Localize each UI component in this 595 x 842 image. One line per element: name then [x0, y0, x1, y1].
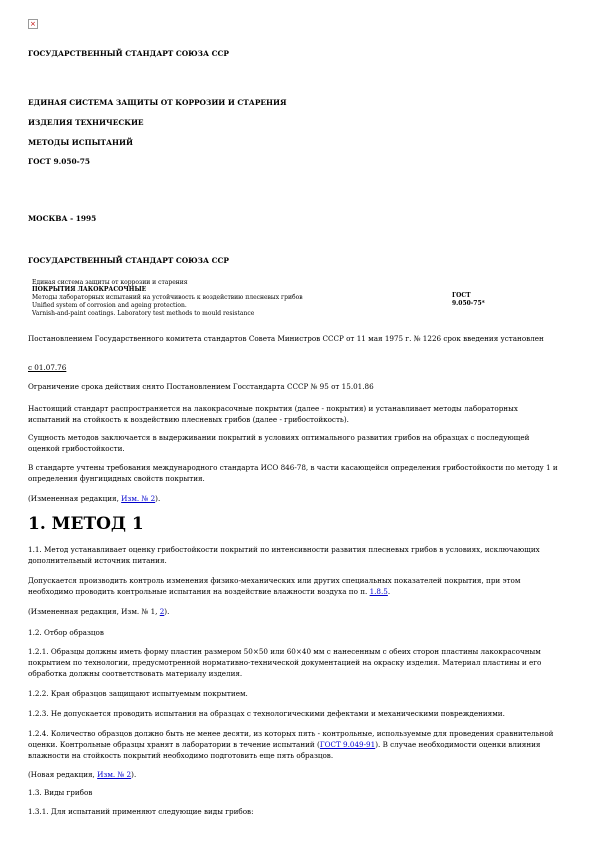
clause-link-1-8-5[interactable]: 1.8.5 [369, 587, 388, 596]
amendment-note-1: (Измененная редакция, Изм. № 2). [28, 494, 161, 503]
methods-heading: МЕТОДЫ ИСПЫТАНИЙ [28, 138, 133, 147]
essence-paragraph: Сущность методов заключается в выдерживании покрытий в условиях оптимального развития грибов на образцах с последующей оценкой грибостойкости. [28, 433, 530, 453]
clause-1-2: 1.2. Отбор образцов [28, 628, 104, 637]
clause-1-1-control: Допускается производить контроль изменения физико-механических или других специальных показателей покрытия, при этом необходимо проводить контрольные испытания на воздействие влажности воздуха по п. 1.8.5. [28, 576, 521, 596]
amendment-link-3[interactable]: Изм. № 2 [97, 770, 132, 779]
section-title: 1. МЕТОД 1 [28, 514, 144, 534]
title-line-5: Varnish-and-paint coatings. Laboratory test methods to mould resistance [32, 310, 255, 317]
state-standard-heading: ГОСУДАРСТВЕННЫЙ СТАНДАРТ СОЮЗА ССР [28, 49, 229, 58]
city-year: МОСКВА - 1995 [28, 214, 97, 223]
broken-image-icon: × [28, 19, 38, 29]
title-line-2: ПОКРЫТИЯ ЛАКОКРАСОЧНЫЕ [32, 286, 147, 293]
amendment-note-3: (Новая редакция, Изм. № 2). [28, 770, 137, 779]
gost-label: ГОСТ [452, 292, 471, 299]
clause-1-2-3: 1.2.3. Не допускается проводить испытания на образцах с технологическими дефектами и механическими повреждениями. [28, 709, 505, 718]
clause-1-3-1: 1.3.1. Для испытаний применяют следующие виды грибов: [28, 807, 254, 816]
state-standard-heading-2: ГОСУДАРСТВЕННЫЙ СТАНДАРТ СОЮЗА ССР [28, 256, 229, 265]
restriction-paragraph: Ограничение срока действия снято Постановлением Госстандарта СССР № 95 от 15.01.86 [28, 382, 374, 391]
clause-1-2-2: 1.2.2. Края образцов защищают испытуемым покрытием. [28, 689, 248, 698]
scope-paragraph: Настоящий стандарт распространяется на лакокрасочные покрытия (далее - покрытия) и устанавливает методы лабораторных испытаний на стойкость к воздействию плесневых грибов (далее - грибостойкость). [28, 404, 518, 424]
clause-1-3: 1.3. Виды грибов [28, 788, 93, 797]
gost-number: 9.050-75* [452, 300, 485, 307]
amendment-note-2: (Измененная редакция, Изм. № 1, 2). [28, 607, 170, 616]
intro-date: с 01.07.76 [28, 363, 67, 372]
amendment-link-1[interactable]: Изм. № 2 [121, 494, 156, 503]
clause-1-2-4: 1.2.4. Количество образцов должно быть не менее десяти, из которых пять - контрольные, используемые для проведения сравнительной оценки. Контрольные образцы хранят в лаборатории в течение испытаний (ГОСТ 9.049-91). В случае необходимости оценки влияния влажности на стойкость покрытий необходимо подготовить еще пять образцов. [28, 729, 554, 760]
clause-1-1: 1.1. Метод устанавливает оценку грибостойкости покрытий по интенсивности развития плесневых грибов в условиях, исключающих дополнительный источник питания. [28, 545, 540, 565]
title-line-3: Методы лабораторных испытаний на устойчивость к воздействию плесневых грибов [32, 294, 303, 301]
iso-paragraph: В стандарте учтены требования международного стандарта ИСО 846-78, в части касающейся определения грибостойкости по методу 1 и определения фунгицидных свойств покрытия. [28, 463, 558, 483]
title-line-1: Единая система защиты от коррозии и старения [32, 279, 188, 286]
title-line-4: Unified system of corrosion and ageing protection. [32, 302, 187, 309]
decree-paragraph: Постановлением Государственного комитета стандартов Совета Министров СССР от 11 мая 1975 г. № 1226 срок введения установлен [28, 334, 544, 343]
system-heading: ЕДИНАЯ СИСТЕМА ЗАЩИТЫ ОТ КОРРОЗИИ И СТАРЕНИЯ [28, 98, 287, 107]
amendment-link-2[interactable]: 2 [159, 607, 165, 616]
gost-code: ГОСТ 9.050-75 [28, 157, 90, 166]
clause-1-2-1: 1.2.1. Образцы должны иметь форму пластин размером 50×50 или 60×40 мм с нанесенным с обеих сторон пластины лакокрасочным покрытием по технологии, предусмотренной нормативно-технической документацией на окраску изделия. Материал пластины и его обработка должны соответствовать материалу изделия. [28, 647, 542, 678]
gost-9-049-link[interactable]: ГОСТ 9.049-91 [319, 740, 376, 749]
products-heading: ИЗДЕЛИЯ ТЕХНИЧЕСКИЕ [28, 118, 144, 127]
